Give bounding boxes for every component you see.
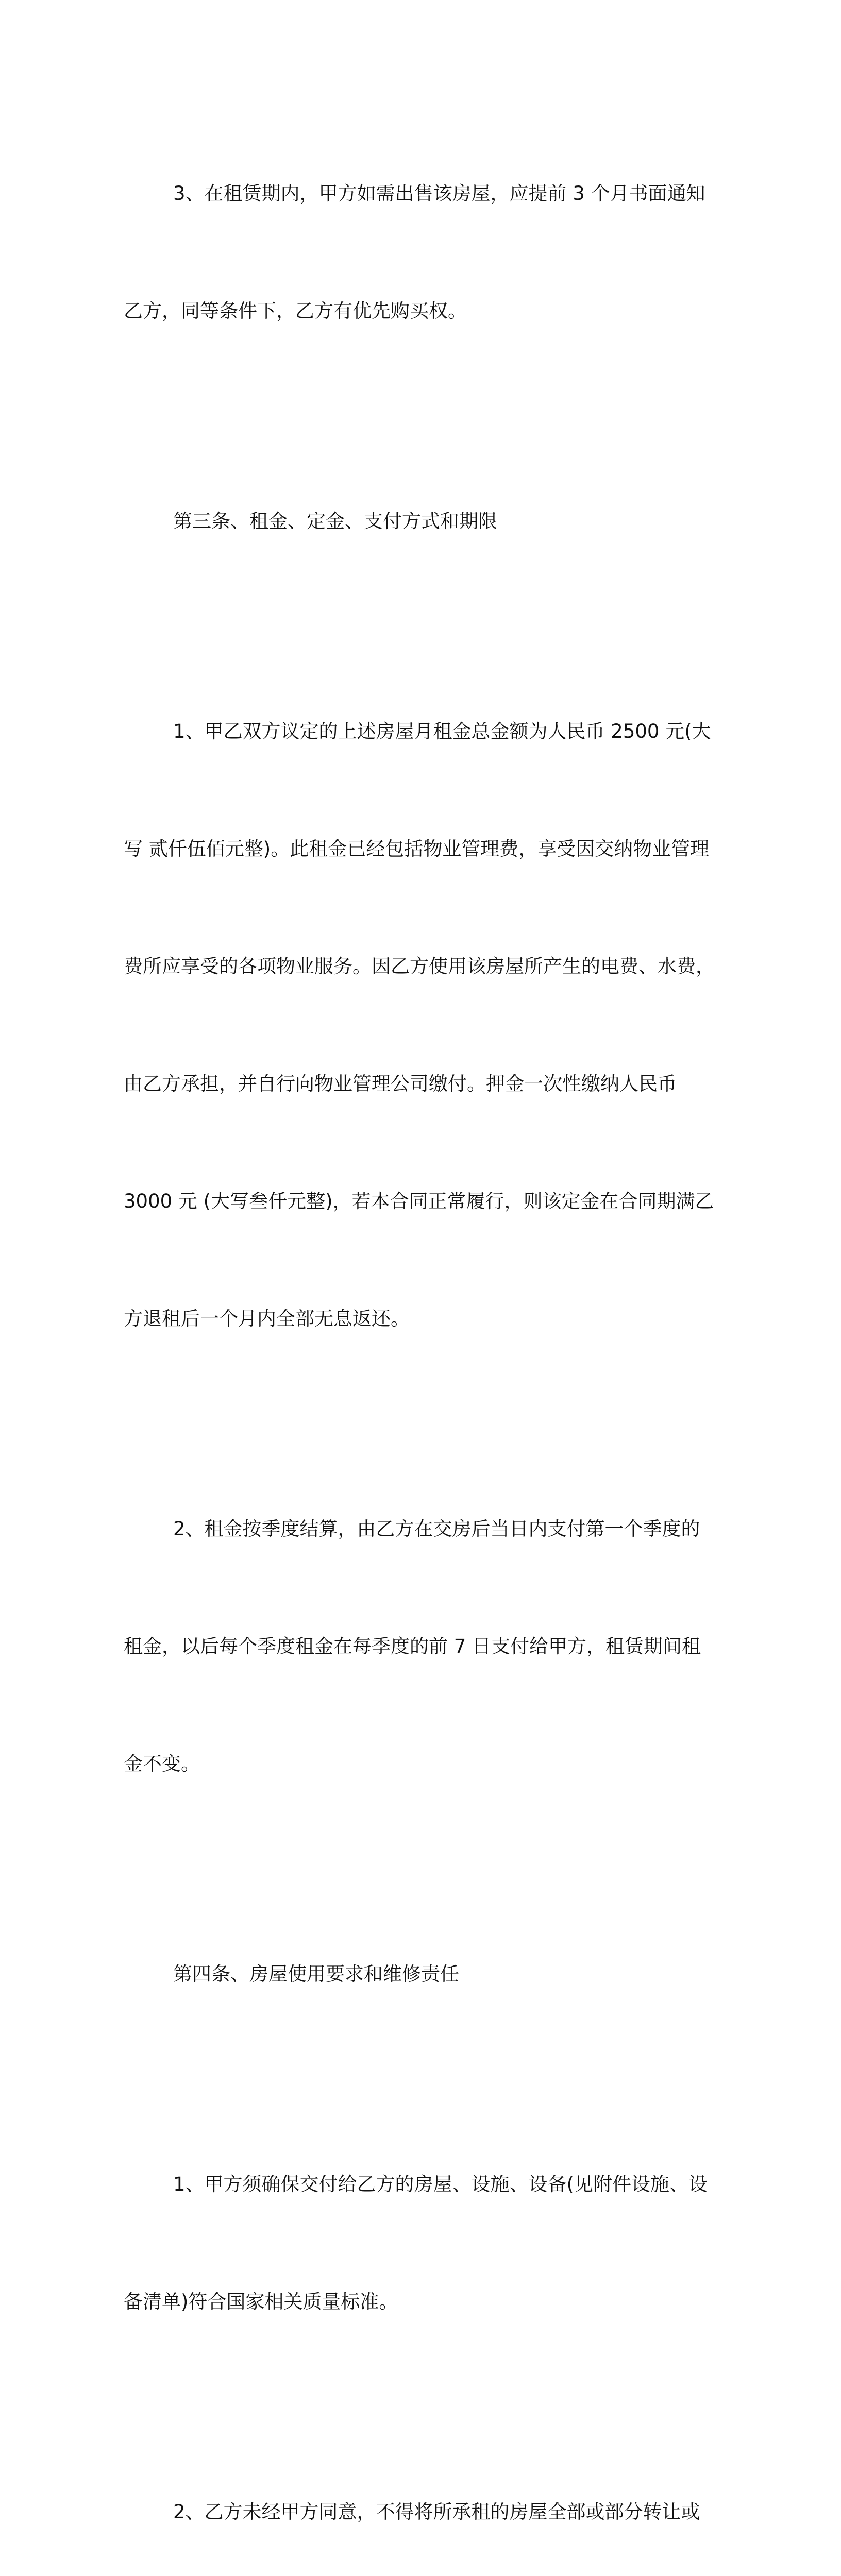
heading-text: 第四条、房屋使用要求和维修责任 — [173, 1963, 459, 1985]
text-line: 1、甲乙双方议定的上述房屋月租金总金额为人民币 2500 元(大 — [173, 720, 711, 742]
text-line: 乙方，同等条件下，乙方有优先购买权。 — [124, 300, 467, 322]
clause-paragraph — [124, 1431, 714, 1862]
text-line: 方退租后一个月内全部无息返还。 — [124, 1308, 410, 1330]
text-line: 备清单)符合国家相关质量标准。 — [124, 2291, 398, 2313]
clause-paragraph — [124, 2087, 714, 2400]
text-line: 2、乙方未经甲方同意，不得将所承租的房屋全部或部分转让或 — [173, 2501, 700, 2523]
text-line: 租金，以后每个季度租金在每季度的前 7 日支付给甲方，租赁期间租 — [124, 1635, 701, 1657]
clause-paragraph — [124, 96, 714, 409]
text-line: 由乙方承担，并自行向物业管理公司缴付。押金一次性缴纳人民币 — [124, 1073, 677, 1095]
text-line: 金不变。 — [124, 1753, 200, 1775]
section-heading — [124, 1876, 714, 2072]
text-line: 1、甲方须确保交付给乙方的房屋、设施、设备(见附件设施、设 — [173, 2173, 708, 2195]
clause-paragraph — [124, 634, 714, 1417]
clause-paragraph — [124, 2414, 714, 2576]
document-body — [124, 96, 714, 2576]
text-line: 2、租金按季度结算，由乙方在交房后当日内支付第一个季度的 — [173, 1518, 700, 1540]
heading-text: 第三条、租金、定金、支付方式和期限 — [173, 510, 497, 532]
section-heading — [124, 423, 714, 619]
text-line: 写 贰仟伍佰元整)。此租金已经包括物业管理费，享受因交纳物业管理 — [124, 838, 710, 860]
text-line: 3、在租赁期内，甲方如需出售该房屋，应提前 3 个月书面通知 — [173, 182, 705, 205]
text-line: 3000 元 (大写叁仟元整)，若本合同正常履行，则该定金在合同期满乙 — [124, 1190, 714, 1212]
text-line: 费所应享受的各项物业服务。因乙方使用该房屋所产生的电费、水费， — [124, 955, 715, 977]
